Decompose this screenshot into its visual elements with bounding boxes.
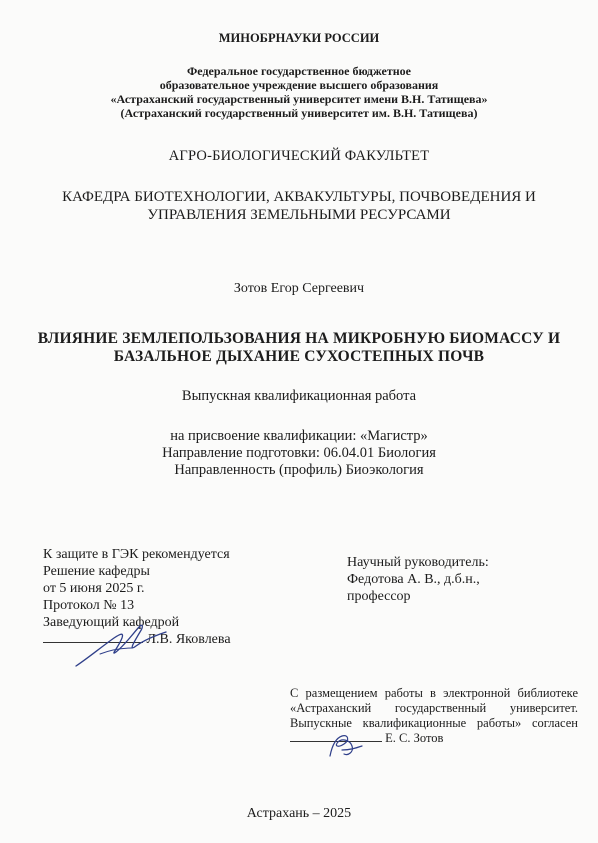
work-type: Выпускная квалификационная работа [181, 388, 417, 404]
profile-line: Направленность (профиль) Биоэкология [174, 462, 424, 478]
city-year: Астрахань – 2025 [246, 806, 352, 821]
org-line: «Астраханский государственный университет имени В.Н. Татищева» [110, 92, 488, 106]
approval-line: Заведующий кафедрой [43, 615, 180, 630]
consent-line: «Астраханский государственный университет. [290, 701, 578, 715]
approval-line: Решение кафедры [43, 564, 150, 579]
approval-line: Протокол № 13 [43, 598, 135, 613]
qualification-line: на присвоение квалификации: «Магистр» [170, 428, 428, 444]
qualification-block [0, 428, 598, 479]
head-signature-icon [70, 618, 170, 672]
approval-line: от 5 июня 2025 г. [43, 581, 145, 596]
department-line: УПРАВЛЕНИЯ ЗЕМЕЛЬНЫМИ РЕСУРСАМИ [147, 207, 451, 223]
thesis-title-line: БАЗАЛЬНОЕ ДЫХАНИЕ СУХОСТЕПНЫХ ПОЧВ [113, 348, 485, 365]
consent-line: С размещением работы в электронной библиотеке [290, 686, 578, 700]
university-name-block [0, 64, 598, 120]
head-of-department-name: Л.В. Яковлева [146, 632, 231, 647]
author-signature-icon [322, 728, 366, 762]
direction-line: Направление подготовки: 06.04.01 Биология [162, 445, 436, 461]
department-heading [0, 188, 598, 224]
approval-line: К защите в ГЭК рекомендуется [43, 547, 230, 562]
author-name: Зотов Егор Сергеевич [233, 281, 365, 296]
supervisor-name: Федотова А. В., д.б.н., [347, 572, 480, 587]
org-line: Федеральное государственное бюджетное [186, 64, 411, 78]
consent-line: Выпускные квалификационные работы» согласен [290, 716, 578, 730]
ministry-heading: МИНОБРНАУКИ РОССИИ [218, 31, 380, 45]
thesis-title-line: ВЛИЯНИЕ ЗЕМЛЕПОЛЬЗОВАНИЯ НА МИКРОБНУЮ БИОМАССУ И [37, 330, 561, 347]
org-line: образовательное учреждение высшего образования [159, 78, 439, 92]
department-line: КАФЕДРА БИОТЕХНОЛОГИИ, АКВАКУЛЬТУРЫ, ПОЧВОВЕДЕНИЯ И [62, 189, 536, 205]
faculty-heading: АГРО-БИОЛОГИЧЕСКИЙ ФАКУЛЬТЕТ [168, 148, 430, 164]
supervisor-title: профессор [347, 589, 411, 604]
supervisor-label: Научный руководитель: [347, 555, 489, 570]
org-line: (Астраханский государственный университет им. В.Н. Татищева) [120, 106, 478, 120]
author-signer-name: Е. С. Зотов [385, 731, 444, 745]
thesis-title [0, 330, 598, 366]
supervisor-block [347, 554, 489, 605]
